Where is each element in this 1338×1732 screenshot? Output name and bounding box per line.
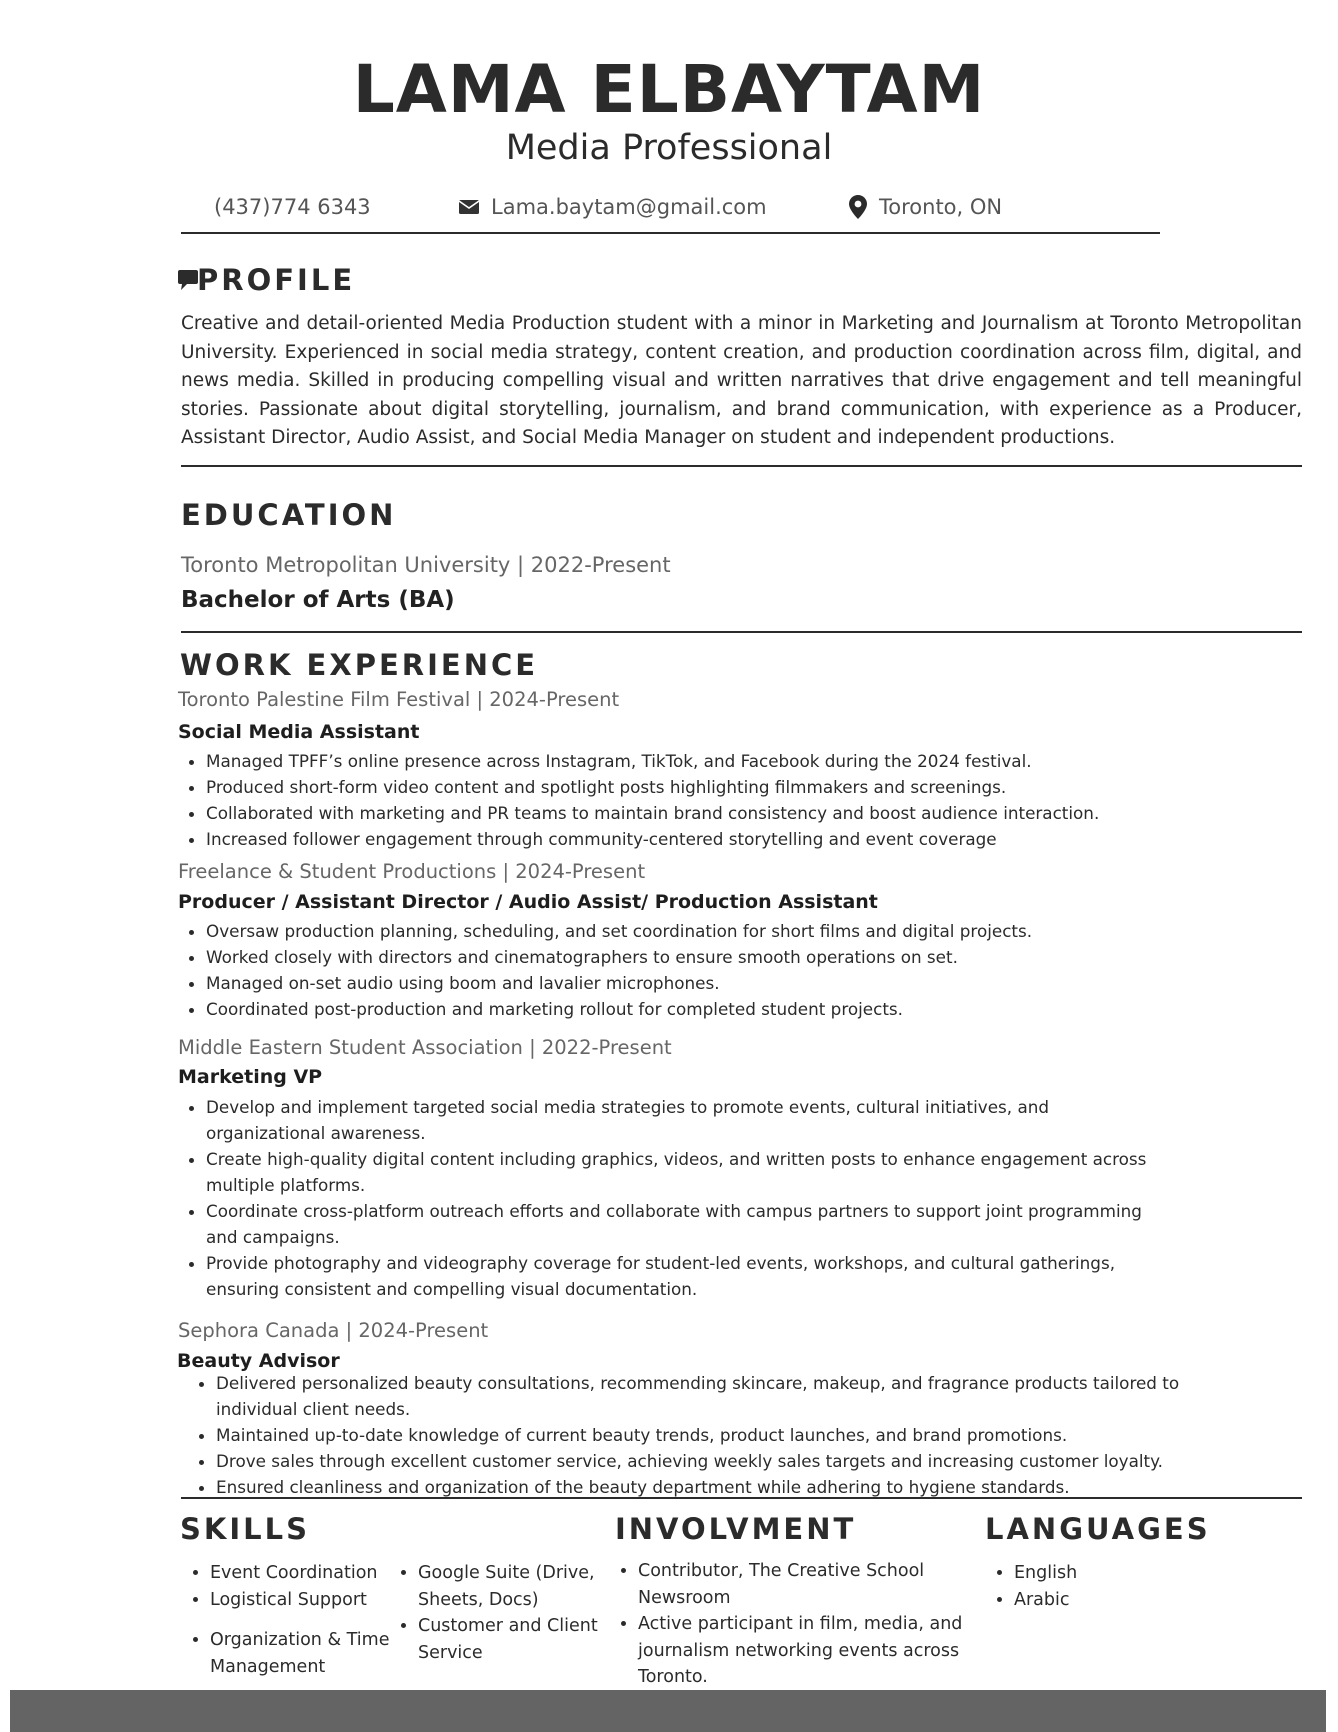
phone-text: (437)774 6343: [214, 195, 371, 219]
job-org: Middle Eastern Student Association | 2022-Present: [178, 1036, 672, 1059]
education-institution: Toronto Metropolitan University | 2022-Present: [181, 553, 671, 577]
skills-heading: SKILLS: [180, 1512, 310, 1546]
job-bullets: [178, 1094, 1166, 1302]
list-item: • Active participant in film, media, and journalism networking events across Toronto.: [638, 1611, 978, 1691]
contact-location: [849, 192, 1002, 222]
profile-heading: [177, 262, 355, 298]
resume-title: Media Professional: [505, 128, 833, 168]
list-item: • English: [1014, 1560, 1214, 1587]
list-item: • Ensured cleanliness and organization of the beauty department while adhering to hygiene standards.: [216, 1474, 1256, 1500]
job-bullets: [188, 1370, 1256, 1500]
involvement-heading: INVOLVMENT: [615, 1512, 857, 1546]
work-divider: [181, 1497, 1302, 1499]
list-item: • Develop and implement targeted social media strategies to promote events, cultural initiatives, and organizational awareness.: [206, 1094, 1166, 1146]
list-item: • Customer and Client Service: [418, 1613, 648, 1666]
list-item: • Coordinated post-production and marketing rollout for completed student projects.: [206, 996, 1206, 1022]
list-item: • Contributor, The Creative School Newsroom: [638, 1558, 978, 1611]
list-item: • Managed TPFF’s online presence across Instagram, TikTok, and Facebook during the 2024 festival.: [206, 748, 1206, 774]
list-item: • Drove sales through excellent customer service, achieving weekly sales targets and increasing customer loyalty.: [216, 1448, 1256, 1474]
list-item: • Logistical Support: [210, 1587, 410, 1614]
list-item: • Oversaw production planning, scheduling, and set coordination for short films and digital projects.: [206, 918, 1206, 944]
list-item: • Collaborated with marketing and PR teams to maintain brand consistency and boost audience interaction.: [206, 800, 1206, 826]
education-degree: Bachelor of Arts (BA): [181, 587, 455, 613]
profile-divider: [181, 465, 1302, 467]
header-divider: [181, 232, 1160, 234]
skills-list-1: [180, 1560, 410, 1680]
job-title: Marketing VP: [178, 1066, 323, 1088]
location-pin-icon: [849, 195, 867, 219]
job-org: Sephora Canada | 2024-Present: [178, 1319, 489, 1342]
list-item: • Create high-quality digital content including graphics, videos, and written posts to enhance engagement across multiple platforms.: [206, 1146, 1166, 1198]
contact-email: [459, 192, 767, 222]
contact-phone: [214, 192, 371, 222]
education-divider: [181, 631, 1302, 633]
list-item: • Google Suite (Drive, Sheets, Docs): [418, 1560, 648, 1613]
job-title: Producer / Assistant Director / Audio Assist/ Production Assistant: [178, 891, 878, 913]
job-bullets: [178, 918, 1206, 1022]
email-text: Lama.baytam@gmail.com: [491, 195, 767, 219]
involvement-list: [608, 1558, 978, 1691]
list-item: • Arabic: [1014, 1587, 1214, 1614]
list-item: • Maintained up-to-date knowledge of current beauty trends, product launches, and brand promotions.: [216, 1422, 1256, 1448]
languages-heading: LANGUAGES: [985, 1512, 1211, 1546]
education-heading: EDUCATION: [181, 498, 397, 532]
list-item: • Increased follower engagement through community-centered storytelling and event coverage: [206, 826, 1206, 852]
list-item: • Delivered personalized beauty consultations, recommending skincare, makeup, and fragrance products tailored to individual client needs.: [216, 1370, 1256, 1422]
resume-name: LAMA ELBAYTAM: [352, 51, 986, 128]
mail-icon: [459, 200, 479, 214]
list-item: • Managed on-set audio using boom and lavalier microphones.: [206, 970, 1206, 996]
job-title: Beauty Advisor: [177, 1350, 340, 1372]
list-item: • Produced short-form video content and spotlight posts highlighting filmmakers and screenings.: [206, 774, 1206, 800]
list-item: • Provide photography and videography coverage for student-led events, workshops, and cultural gatherings, ensuring consistent and compelling visual documentation.: [206, 1250, 1166, 1302]
job-org: Toronto Palestine Film Festival | 2024-Present: [178, 688, 620, 711]
list-item: • Event Coordination: [210, 1560, 410, 1587]
list-item: • Worked closely with directors and cinematographers to ensure smooth operations on set.: [206, 944, 1206, 970]
job-org: Freelance & Student Productions | 2024-Present: [178, 860, 646, 883]
list-item: • Organization & Time Management: [210, 1627, 410, 1680]
profile-icon: [177, 268, 199, 292]
job-title: Social Media Assistant: [178, 721, 420, 743]
work-heading: WORK EXPERIENCE: [180, 648, 539, 682]
job-bullets: [178, 748, 1206, 852]
profile-text: Creative and detail-oriented Media Production student with a minor in Marketing and Journalism at Toronto Metropolitan University. Experienced in social media strategy, content creation, and production coordination across film, digital, and news media. Skilled in producing compelling visual and written narratives that drive engagement and tell meaningful stories. Passionate about digital storytelling, journalism, and brand communication, with experience as a Producer, Assistant Director, Audio Assist, and Social Media Manager on student and independent productions.: [181, 313, 1302, 448]
location-text: Toronto, ON: [879, 195, 1003, 219]
profile-heading-text: PROFILE: [197, 263, 356, 297]
languages-list: [984, 1560, 1214, 1613]
list-item: • Coordinate cross-platform outreach efforts and collaborate with campus partners to support joint programming and campaigns.: [206, 1198, 1166, 1250]
footer-band: [10, 1690, 1326, 1732]
